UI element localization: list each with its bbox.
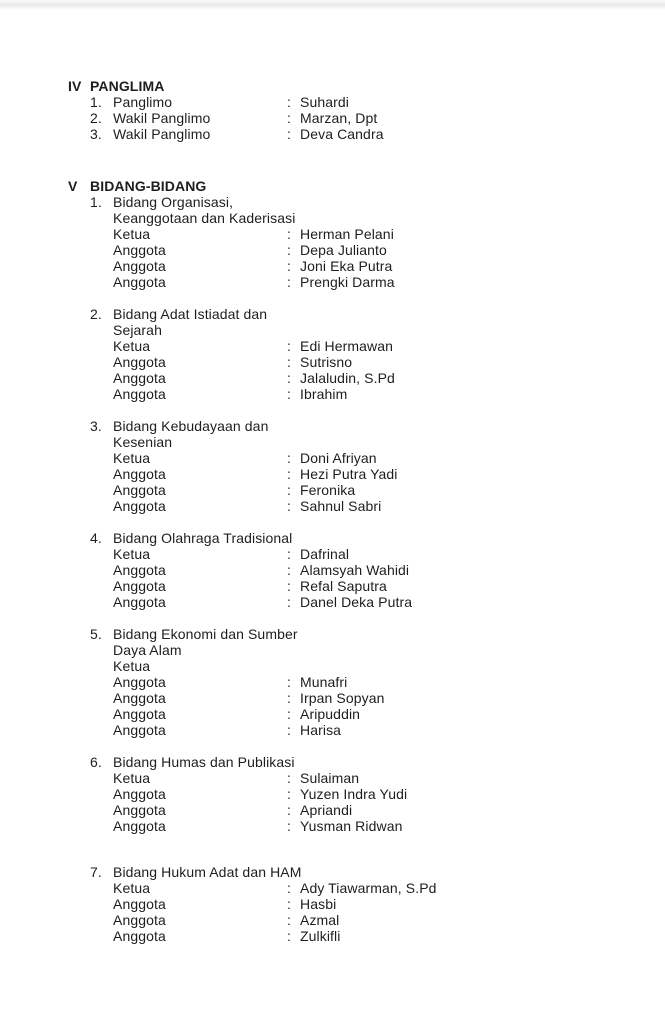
colon-separator: : — [287, 126, 291, 142]
member-number-spacer — [90, 546, 113, 562]
member-row — [90, 674, 645, 690]
colon-separator: : — [287, 546, 291, 562]
member-row — [90, 578, 645, 594]
member-role: Anggota — [113, 690, 166, 706]
member-number-spacer — [90, 578, 113, 594]
member-role: Anggota — [113, 482, 166, 498]
member-row — [90, 896, 645, 912]
member-name: Irpan Sopyan — [300, 690, 385, 706]
colon-separator: : — [287, 466, 291, 482]
colon-separator: : — [287, 498, 291, 514]
member-row — [90, 928, 645, 944]
member-number-spacer — [90, 928, 113, 944]
colon-separator: : — [287, 226, 291, 242]
bidang-block — [90, 754, 645, 834]
member-number-spacer — [90, 690, 113, 706]
bidang-title: Bidang Organisasi, — [113, 194, 234, 210]
bidang-title-row — [90, 434, 645, 450]
member-role: Anggota — [113, 562, 166, 578]
member-number-spacer — [90, 912, 113, 928]
bidang-title: Keanggotaan dan Kaderisasi — [113, 210, 296, 226]
member-role: Ketua — [113, 546, 151, 562]
colon-separator — [287, 658, 300, 674]
member-role: Anggota — [113, 802, 166, 818]
entry-number: 3. — [90, 126, 102, 142]
member-name: Danel Deka Putra — [300, 594, 413, 610]
bidang-number — [90, 434, 113, 450]
member-number-spacer — [90, 802, 113, 818]
member-name: Prengki Darma — [300, 274, 395, 290]
member-row — [90, 226, 645, 242]
member-name: Herman Pelani — [300, 226, 394, 242]
colon-separator: : — [287, 242, 291, 258]
member-number-spacer — [90, 706, 113, 722]
member-row — [90, 242, 645, 258]
bidang-block — [90, 626, 645, 738]
member-role: Anggota — [113, 274, 166, 290]
bidang-title-row — [90, 418, 645, 434]
section-title: PANGLIMA — [90, 78, 165, 94]
member-role: Anggota — [113, 498, 166, 514]
bidang-title-row — [90, 642, 645, 658]
member-row — [90, 258, 645, 274]
colon-separator: : — [287, 110, 291, 126]
bidang-number: 2. — [90, 306, 102, 322]
colon-separator: : — [287, 594, 291, 610]
member-number-spacer — [90, 562, 113, 578]
member-row — [90, 354, 645, 370]
bidang-title: Bidang Ekonomi dan Sumber — [113, 626, 298, 642]
section-header — [68, 78, 645, 94]
colon-separator: : — [287, 802, 291, 818]
bidang-block — [90, 194, 645, 290]
bidang-number — [90, 210, 113, 226]
colon-separator: : — [287, 880, 291, 896]
member-role: Ketua — [113, 880, 151, 896]
section-panglima — [68, 78, 645, 142]
bidang-number: 7. — [90, 864, 102, 880]
member-name: Sahnul Sabri — [300, 498, 382, 514]
colon-separator: : — [287, 94, 291, 110]
member-role: Ketua — [113, 338, 151, 354]
member-number-spacer — [90, 386, 113, 402]
member-number-spacer — [90, 896, 113, 912]
bidang-block — [90, 530, 645, 610]
bidang-title-row — [90, 754, 645, 770]
bidang-title: Bidang Olahraga Tradisional — [113, 530, 293, 546]
bidang-number — [90, 322, 113, 338]
bidang-title-row — [90, 530, 645, 546]
member-row — [90, 658, 645, 674]
colon-separator: : — [287, 274, 291, 290]
member-row — [90, 880, 645, 896]
entry-label: Wakil Panglimo — [113, 126, 211, 142]
bidang-title-row — [90, 626, 645, 642]
member-name: Edi Hermawan — [300, 338, 394, 354]
colon-separator: : — [287, 690, 291, 706]
member-row — [90, 498, 645, 514]
member-role: Anggota — [113, 912, 166, 928]
member-row — [90, 722, 645, 738]
member-row — [90, 450, 645, 466]
member-role: Ketua — [113, 658, 151, 674]
colon-separator: : — [287, 818, 291, 834]
member-name: Zulkifli — [300, 928, 341, 944]
member-role: Ketua — [113, 226, 151, 242]
member-row — [90, 912, 645, 928]
member-role: Anggota — [113, 242, 166, 258]
member-name: Hasbi — [300, 896, 337, 912]
member-name: Harisa — [300, 722, 342, 738]
member-number-spacer — [90, 466, 113, 482]
member-name: Dafrinal — [300, 546, 350, 562]
member-role: Ketua — [113, 770, 151, 786]
member-number-spacer — [90, 274, 113, 290]
member-number-spacer — [90, 722, 113, 738]
member-number-spacer — [90, 818, 113, 834]
member-number-spacer — [90, 242, 113, 258]
bidang-title-row — [90, 306, 645, 322]
member-name: Feronika — [300, 482, 356, 498]
member-number-spacer — [90, 770, 113, 786]
colon-separator: : — [287, 770, 291, 786]
member-name: Azmal — [300, 912, 340, 928]
bidang-title: Bidang Humas dan Publikasi — [113, 754, 295, 770]
bidang-title-row — [90, 210, 645, 226]
member-name: Munafri — [300, 674, 348, 690]
colon-separator: : — [287, 258, 291, 274]
member-number-spacer — [90, 338, 113, 354]
section-numeral: V — [68, 178, 78, 194]
member-number-spacer — [90, 482, 113, 498]
member-row — [90, 562, 645, 578]
section-header — [68, 178, 645, 194]
bidang-title: Bidang Hukum Adat dan HAM — [113, 864, 302, 880]
colon-separator: : — [287, 706, 291, 722]
member-role: Anggota — [113, 674, 166, 690]
member-row — [90, 770, 645, 786]
colon-separator: : — [287, 386, 291, 402]
member-name: Ady Tiawarman, S.Pd — [300, 880, 437, 896]
entry-row — [90, 94, 645, 110]
entry-label: Wakil Panglimo — [113, 110, 211, 126]
colon-separator: : — [287, 450, 291, 466]
member-name: Sulaiman — [300, 770, 360, 786]
member-number-spacer — [90, 226, 113, 242]
bidang-number: 4. — [90, 530, 102, 546]
member-role: Anggota — [113, 578, 166, 594]
colon-separator: : — [287, 896, 291, 912]
member-row — [90, 802, 645, 818]
bidang-number: 5. — [90, 626, 102, 642]
member-role: Ketua — [113, 450, 151, 466]
bidang-title: Bidang Kebudayaan dan — [113, 418, 269, 434]
member-name: Depa Julianto — [300, 242, 387, 258]
member-row — [90, 338, 645, 354]
section-bidang — [68, 178, 645, 944]
member-role: Anggota — [113, 786, 166, 802]
member-role: Anggota — [113, 466, 166, 482]
member-name: Joni Eka Putra — [300, 258, 393, 274]
entry-row — [90, 110, 645, 126]
bidang-number — [90, 642, 113, 658]
member-name: Yusman Ridwan — [300, 818, 403, 834]
entry-number: 2. — [90, 110, 102, 126]
bidang-number: 1. — [90, 194, 102, 210]
bidang-title: Sejarah — [113, 322, 162, 338]
member-row — [90, 546, 645, 562]
colon-separator: : — [287, 562, 291, 578]
member-row — [90, 386, 645, 402]
member-name: Sutrisno — [300, 354, 353, 370]
member-role: Anggota — [113, 928, 166, 944]
bidang-block — [90, 418, 645, 514]
colon-separator: : — [287, 578, 291, 594]
member-number-spacer — [90, 674, 113, 690]
bidang-title: Daya Alam — [113, 642, 182, 658]
member-number-spacer — [90, 354, 113, 370]
member-name: Doni Afriyan — [300, 450, 377, 466]
member-name: Apriandi — [300, 802, 353, 818]
member-role: Anggota — [113, 896, 166, 912]
member-row — [90, 466, 645, 482]
member-number-spacer — [90, 498, 113, 514]
bidang-title-row — [90, 322, 645, 338]
member-name: Jalaludin, S.Pd — [300, 370, 395, 386]
bidang-title: Kesenian — [113, 434, 173, 450]
member-role: Anggota — [113, 386, 166, 402]
bidang-title-row — [90, 194, 645, 210]
scan-edge — [0, 0, 665, 10]
block-list — [90, 194, 645, 944]
member-role: Anggota — [113, 706, 166, 722]
bidang-block — [90, 864, 645, 944]
colon-separator: : — [287, 370, 291, 386]
member-name: Yuzen Indra Yudi — [300, 786, 408, 802]
member-name: Ibrahim — [300, 386, 348, 402]
bidang-number: 6. — [90, 754, 102, 770]
bidang-title: Bidang Adat Istiadat dan — [113, 306, 268, 322]
member-number-spacer — [90, 370, 113, 386]
member-role: Anggota — [113, 354, 166, 370]
member-name: Hezi Putra Yadi — [300, 466, 398, 482]
colon-separator: : — [287, 722, 291, 738]
member-row — [90, 706, 645, 722]
entry-label: Panglimo — [113, 94, 173, 110]
member-role: Anggota — [113, 594, 166, 610]
entry-value: Deva Candra — [300, 126, 384, 142]
member-row — [90, 274, 645, 290]
colon-separator: : — [287, 338, 291, 354]
member-name — [300, 658, 645, 674]
member-number-spacer — [90, 258, 113, 274]
member-number-spacer — [90, 594, 113, 610]
member-number-spacer — [90, 658, 113, 674]
entry-value: Marzan, Dpt — [300, 110, 378, 126]
member-row — [90, 482, 645, 498]
entry-number: 1. — [90, 94, 102, 110]
bidang-block — [90, 306, 645, 402]
entry-value: Suhardi — [300, 94, 349, 110]
section-title: BIDANG-BIDANG — [90, 178, 207, 194]
member-role: Anggota — [113, 818, 166, 834]
member-name: Aripuddin — [300, 706, 361, 722]
member-row — [90, 370, 645, 386]
member-row — [90, 786, 645, 802]
member-number-spacer — [90, 880, 113, 896]
bidang-number: 3. — [90, 418, 102, 434]
member-name: Alamsyah Wahidi — [300, 562, 410, 578]
colon-separator: : — [287, 354, 291, 370]
colon-separator: : — [287, 674, 291, 690]
member-row — [90, 594, 645, 610]
entry-list — [90, 94, 645, 142]
member-role: Anggota — [113, 722, 166, 738]
member-role: Anggota — [113, 258, 166, 274]
section-numeral: IV — [68, 78, 82, 94]
member-role: Anggota — [113, 370, 166, 386]
colon-separator: : — [287, 482, 291, 498]
entry-row — [90, 126, 645, 142]
member-number-spacer — [90, 450, 113, 466]
member-row — [90, 818, 645, 834]
member-row — [90, 690, 645, 706]
colon-separator: : — [287, 928, 291, 944]
bidang-title-row — [90, 864, 645, 880]
colon-separator: : — [287, 912, 291, 928]
colon-separator: : — [287, 786, 291, 802]
member-number-spacer — [90, 786, 113, 802]
member-name: Refal Saputra — [300, 578, 387, 594]
